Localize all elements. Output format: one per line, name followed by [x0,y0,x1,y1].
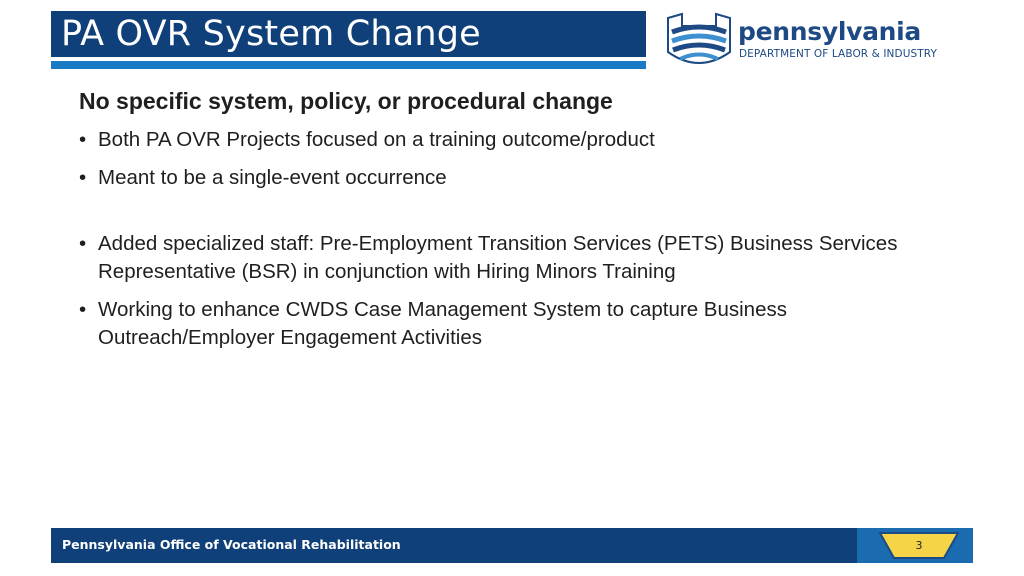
logo-subtitle: DEPARTMENT OF LABOR & INDUSTRY [739,48,938,60]
slide-title: PA OVR System Change [61,14,481,54]
slide-content [79,86,959,352]
page-number: 3 [915,539,923,552]
footer-accent-panel [857,528,973,563]
bullet-item: • Both PA OVR Projects focused on a training outcome/product [79,126,959,154]
keystone-logo-icon [664,12,734,70]
page-number-badge [879,532,959,559]
bullet-item: • Working to enhance CWDS Case Management System to capture Business Outreach/Employer Engagement Activities [79,296,959,352]
slide-heading: No specific system, policy, or procedural change [79,88,613,114]
footer-bar [51,528,973,563]
bullet-item: • Added specialized staff: Pre-Employment Transition Services (PETS) Business Services Representative (BSR) in conjunction with Hiring Minors Training [79,230,959,286]
bullet-list [79,126,959,352]
pa-labor-industry-logo [664,12,984,70]
title-bar [51,11,646,57]
title-accent-rule [51,61,646,69]
logo-wordmark: pennsylvania [738,17,921,46]
bullet-item: • Meant to be a single-event occurrence [79,164,959,192]
footer-org-name: Pennsylvania Office of Vocational Rehabilitation [62,537,401,552]
